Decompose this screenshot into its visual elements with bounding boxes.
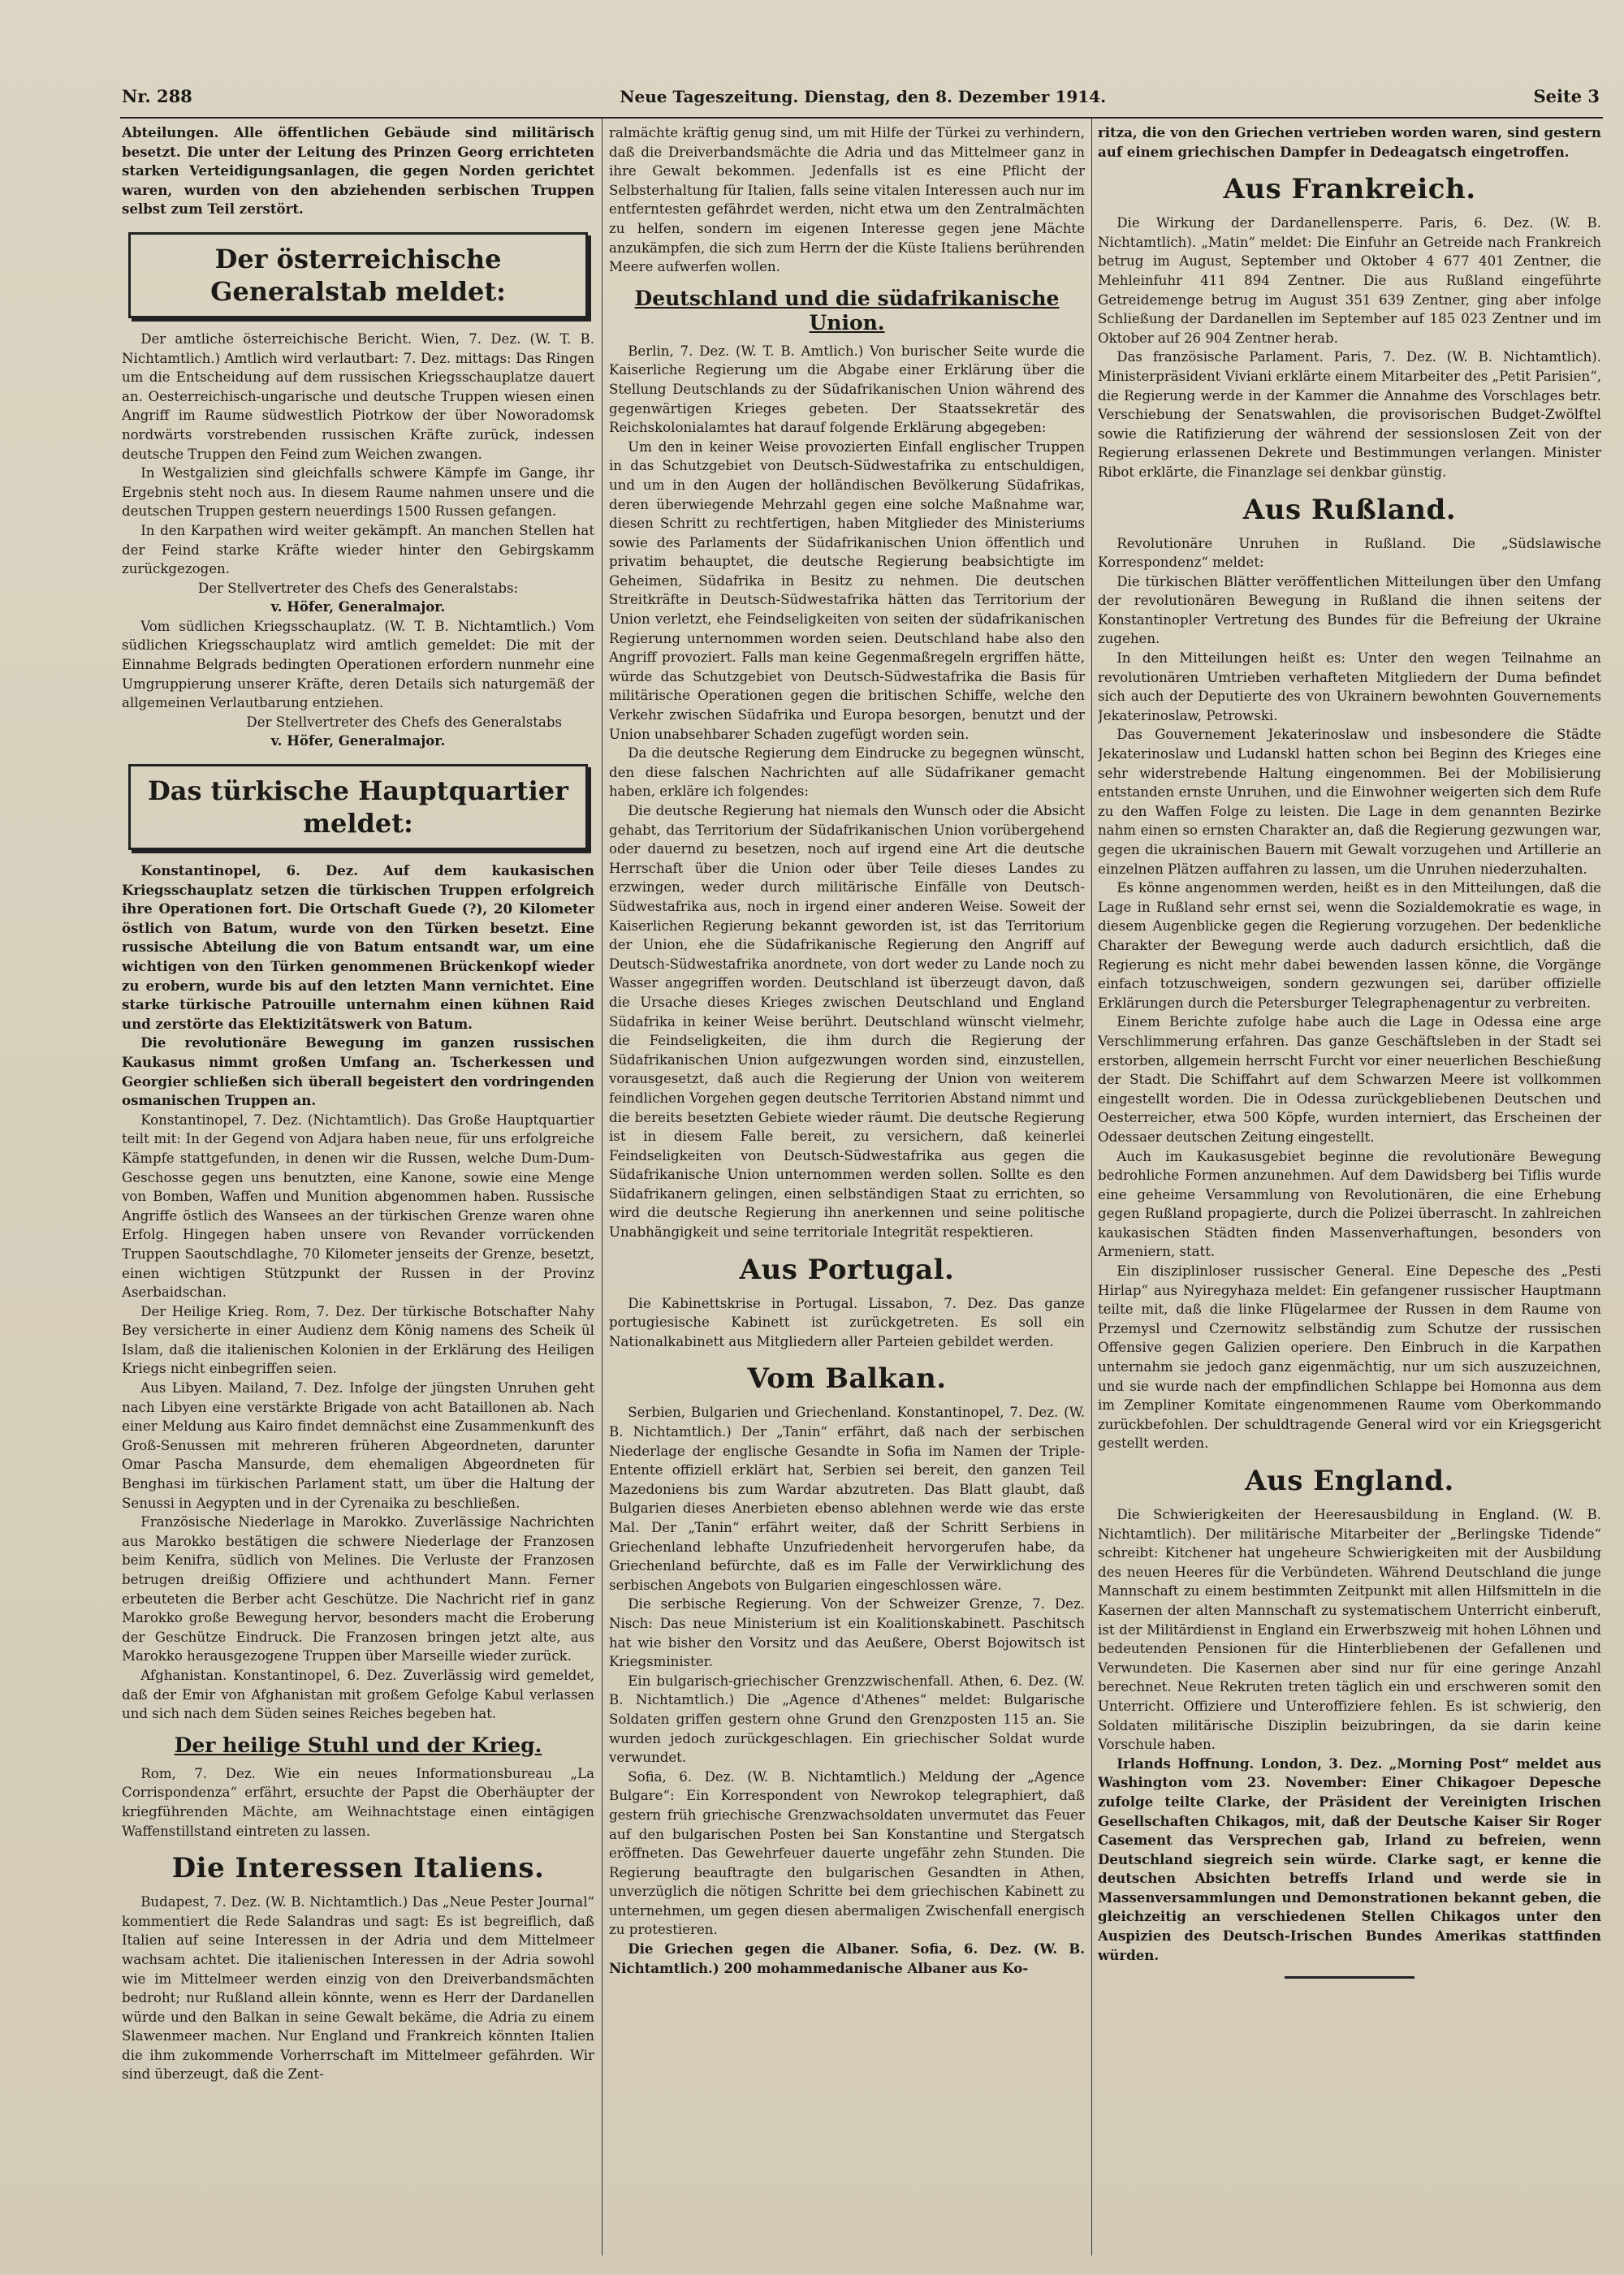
article-text: Serbien, Bulgarien und Griechenland. Konstantinopel, 7. Dez. (W. B. Nichtamtlich.) Der „Tanin“ erfährt, daß nach der serbischen Niederlage der englische Gesandte in Sofia im Namen der Triple-Entente offiziell erklärt hat, Serbien sei bereit, den ganzen Teil Mazedoniens bis zum Wardar abzutreten. Das Blatt glaubt, daß Bulgarien dieses Anerbieten ebenso ablehnen werde wie das erste Mal. Der „Tanin“ erfährt weiter, daß der Schritt Serbiens in Griechenland lebhafte Unzufriedenheit hervorgerufen habe, da Griechenland befürchte, daß es im Falle der Verwirklichung des serbischen Angebots von Bulgarien eingeschlossen wäre.	[609, 1405, 1085, 1593]
article-text: Französische Niederlage in Marokko. Zuverlässige Nachrichten aus Marokko bestätigen die schwere Niederlage der Franzosen beim Kenifra, südlich von Melines. Die Verluste der Franzosen betrugen dreißig Offiziere und achthundert Mann. Ferner erbeuteten die Berber acht Geschütze. Die Nachricht rief in ganz Marokko große Bewegung hervor, besonders macht die Eroberung der Geschütze Eindruck. Die Franzosen bringen jetzt alte, aus Marokko herausgezogene Truppen über Marseille wieder zurück.	[122, 1514, 594, 1664]
article-text: Der Heilige Krieg. Rom, 7. Dez. Der türkische Botschafter Nahy Bey versicherte in einer Audienz dem König namens des Scheik ül Islam, daß die italienischen Kolonien in der Erklärung des Heiligen Kriegs nicht einbegriffen seien.	[122, 1303, 594, 1377]
article-text: In den Mitteilungen heißt es: Unter den wegen Teilnahme an revolutionären Umtrieben verhafteten Mitgliedern der Duma befindet sich auch der Deputierte des von Ukrainern bewohnten Gouvernements Jekaterinoslaw, Petrowski.	[1098, 650, 1601, 723]
article-text: Konstantinopel, 7. Dez. (Nichtamtlich). Das Große Hauptquartier teilt mit: In der Gegend von Adjara haben neue, für uns erfolgreiche Kämpfe stattgefunden, in denen wir die Russen, welche Dum-Dum-Geschosse gegen uns benutzten, eine Kanone, sowie eine Menge von Bomben, Waffen und Munition abgenommen haben. Russische Angriffe östlich des Wansees an der türkischen Grenze waren ohne Erfolg. Hingegen haben unsere von Revander vorrückenden Truppen Saoutschdlaghe, 70 Kilometer jenseits der Grenze, besetzt, einen wichtigen Stützpunkt der Russen in der Provinz Aserbaidschan.	[122, 1112, 594, 1301]
section-headline: Vom Balkan.	[747, 1362, 947, 1396]
article-text: Einem Berichte zufolge habe auch die Lage in Odessa eine arge Verschlimmerung erfahren. Das ganze Geschäftsleben in der Stadt sei erstorben, allgemein herrscht Furcht vor einer neuerlichen Beschießung der Stadt. Die Schiffahrt auf dem Schwarzen Meere ist vollkommen eingestellt worden. Die in Odessa zurückgebliebenen Deutschen und Oesterreicher, etwa 500 Köpfe, wurden interniert, das Erscheinen der Odessaer deutschen Zeitung eingestellt.	[1098, 1014, 1601, 1145]
article-text: Um den in keiner Weise provozierten Einfall englischer Truppen in das Schutzgebiet von Deutsch-Südwestafrika zu entschuldigen, und um in den Augen der holländischen Bevölkerung Südafrikas, deren überwiegende Mehrzahl gegen eine solche Maßnahme war, diesen Schritt zu rechtfertigen, haben Mitglieder des Ministeriums sowie des Parlaments der Südafrikanischen Union öffentlich und privatim behauptet, die deutsche Regierung beabsichtigte im Geheimen, Südafrika in Besitz zu nehmen. Die deutschen Streitkräfte in Deutsch-Südwestafrika hätten das Territorium der Union verletzt, ehe Feindseligkeiten von seiten der südafrikanischen Regierung unternommen worden seien. Deutschland habe also den Angriff provoziert. Falls man keine Gegenmaßregeln ergriffen hätte, würde das Schutzgebiet von Deutsch-Südwestafrika die Basis für militärische Operationen gegen die britischen Schiffe, welche den Verkehr zwischen Südafrika und Europa besorgen, benutzt und der Union unabsehbarer Schaden zugefügt worden sein.	[609, 438, 1085, 742]
article-text: Die Schwierigkeiten der Heeresausbildung in England. (W. B. Nichtamtlich). Der militärische Mitarbeiter der „Berlingske Tidende“ schreibt: Kitchener hat ungeheure Schwierigkeiten mit der Ausbildung des neuen Heeres für die Verbündeten. Während Deutschland die junge Mannschaft zu einem bestimmten Zeitpunkt mit allen Hilfsmitteln in die Kasernen der alten Mannschaft zu systematischem Unterricht einberuft, ist der Militärdienst in England ein Erwerbszweig mit hohen Löhnen und bedeutenden Pensionen für die Hinterbliebenen der Gefallenen und Verwundeten. Die Kasernen aber sind nur für eine geringe Anzahl berechnet. Neue Rekruten treten täglich ein und erschweren somit den Unterricht. Offiziere und Unteroffiziere fehlen. Es ist schwierig, den Soldaten militärische Disziplin beizubringen, da sie darin keine Vorschule haben.	[1098, 1507, 1601, 1753]
article-text: Ein bulgarisch-griechischer Grenzzwischenfall. Athen, 6. Dez. (W. B. Nichtamtlich.) Die „Agence d'Athenes“ meldet: Bulgarische Soldaten griffen gestern ohne Grund den Grenzposten 115 an. Sie wurden jedoch zurückgeschlagen. Ein griechischer Soldat wurde verwundet.	[609, 1673, 1085, 1766]
article-text: Das französische Parlament. Paris, 7. Dez. (W. B. Nichtamtlich). Ministerpräsident Viviani erklärte einem Mitarbeiter des „Petit Parisien“, die Regierung werde in der Kammer die Annahme des Vorschlages betr. Verschiebung der Senatswahlen, die provisorischen Budget-Zwölftel sowie die Ratifizierung der während der sessionslosen Zeit von der Regierung erlassenen Dekrete und Bestimmungen verlangen. Minister Ribot erklärte, die Finanzlage sei denkbar günstig.	[1098, 349, 1601, 480]
boxed-headline: Das türkische Hauptquartier meldet:	[128, 764, 588, 850]
section-headline: Aus England.	[1245, 1465, 1454, 1497]
article-text: Das Gouvernement Jekaterinoslaw und insbesondere die Städte Jekaterinoslaw und Ludanskl hatten schon bei Beginn des Krieges eine sehr widerstrebende Haltung eingenommen. Bei der Mobilisierung entstanden ernste Unruhen, und die Einwohner weigerten sich dem Rufe zu den Waffen Folge zu leisten. Die Lage in dem genannten Bezirke nahm einen so ernsten Charakter an, daß die Regierung gezwungen war, gegen die ukrainischen Bauern mit Gewalt vorzugehen und Artillerie an einzelnen Plätzen auffahren zu lassen, um die Unruhen niederzuhalten.	[1098, 727, 1601, 877]
section-headline: Deutschland und die südafrikanische Union.	[634, 286, 1060, 335]
article-text: Afghanistan. Konstantinopel, 6. Dez. Zuverlässig wird gemeldet, daß der Emir von Afghanistan mit großem Gefolge Kabul verlassen und sich nach dem Süden seines Reiches begeben hat.	[122, 1667, 594, 1722]
article-text: Budapest, 7. Dez. (W. B. Nichtamtlich.) Das „Neue Pester Journal“ kommentiert die Rede Salandras und sagt: Es ist begreiflich, daß Italien auf seine Interessen in der Adria und dem Mittelmeer wachsam achtet. Die italienischen Interessen in der Adria sowohl wie im Mittelmeer werden einzig von den Dreiverbandsmächten bedroht; nur Rußland allein könnte, wenn es Herr der Dardanellen würde und den Balkan in seine Gewalt bekäme, die Adria zu einem Slawenmeer machen. Nur England und Frankreich könnten Italien die ihm zukommende Vorherrschaft im Mittelmeer gefährden. Wir sind überzeugt, daß die Zent-	[122, 1894, 594, 2083]
signature-line: Der Stellvertreter des Chefs des Generalstabs	[246, 714, 562, 730]
article-text: Die serbische Regierung. Von der Schweizer Grenze, 7. Dez. Nisch: Das neue Ministerium ist ein Koalitionskabinett. Paschitsch hat wie bisher den Vorsitz und das Aeußere, Oberst Bojowitsch ist Kriegsminister.	[609, 1596, 1085, 1670]
article-text: Rom, 7. Dez. Wie ein neues Informationsbureau „La Corrispondenza“ erfährt, ersuchte der Papst die Oberhäupter der kriegführenden Mächte, am Weihnachtstage einen eintägigen Waffenstillstand eintreten zu lassen.	[122, 1765, 594, 1839]
section-headline: Aus Portugal.	[739, 1253, 955, 1286]
newspaper-title-date: Neue Tageszeitung. Dienstag, den 8. Dezember 1914.	[620, 87, 1107, 106]
article-text: Konstantinopel, 6. Dez. Auf dem kaukasischen Kriegsschauplatz setzen die türkischen Truppen erfolgreich ihre Operationen fort. Die Ortschaft Guede (?), 20 Kilometer östlich von Batum, wurde von den Türken besetzt. Eine russische Abteilung die von Batum entsandt war, um eine wichtigen von den Türken genommenen Brückenkopf wieder zu erobern, wurde bis auf den letzten Mann vernichtet. Eine starke türkische Patrouille unternahm einen kühnen Raid und zerstörte das Elektizitätswerk von Batum.	[122, 862, 594, 1032]
article-text: Die Kabinettskrise in Portugal. Lissabon, 7. Dez. Das ganze portugiesische Kabinett ist zurückgetreten. Es soll ein Nationalkabinett aus Mitgliedern aller Parteien gebildet werden.	[609, 1295, 1085, 1349]
signature-name: v. Höfer, Generalmajor.	[270, 598, 446, 615]
column-3	[1098, 123, 1601, 2252]
article-text: Die türkischen Blätter veröffentlichen Mitteilungen über den Umfang der revolutionären Bewegung in Rußland die ihnen seitens der Konstantinopler Vertretung des Bundes für die Befreiung der Ukraine zugehen.	[1098, 573, 1601, 647]
article-text: Abteilungen. Alle öffentlichen Gebäude sind militärisch besetzt. Die unter der Leitung des Prinzen Georg errichteten starken Verteidigungsanlagen, die gegen Norden gerichtet waren, wurden von den abziehenden serbischen Truppen selbst zum Teil zerstört.	[122, 124, 594, 218]
column-divider	[1091, 119, 1092, 2256]
column-2	[609, 123, 1085, 2252]
article-text: Die Wirkung der Dardanellensperre. Paris, 6. Dez. (W. B. Nichtamtlich). „Matin“ meldet: Die Einfuhr an Getreide nach Frankreich betrug im August, September und Oktober 4 677 401 Zentner, die Mehleinfuhr 411 894 Zentner. Die aus Rußland eingeführte Getreidemenge betrug im August 351 639 Zentner, ging aber infolge Schließung der Dardanellen im September auf 185 023 Zentner und im Oktober auf 26 904 Zentner herab.	[1098, 215, 1601, 346]
article-text: Da die deutsche Regierung dem Eindrucke zu begegnen wünscht, den diese falschen Nachrichten auf alle Südafrikaner gemacht haben, erkläre ich folgendes:	[609, 745, 1085, 800]
end-rule	[1285, 1976, 1415, 1979]
boxed-headline: Der österreichische Generalstab meldet:	[128, 232, 588, 318]
masthead	[122, 86, 1600, 115]
article-text: ritza, die von den Griechen vertrieben worden waren, sind gestern auf einem griechischen Dampfer in Dedeagatsch eingetroffen.	[1098, 124, 1601, 160]
section-headline: Der heilige Stuhl und der Krieg.	[174, 1733, 542, 1757]
article-text: Es könne angenommen werden, heißt es in den Mitteilungen, daß die Lage in Rußland sehr ernst sei, wenn die Sozialdemokratie es wage, in diesem Augenblicke gegen die Regierung vorzugehen. Der bedenkliche Charakter der Bewegung werde auch dadurch ersichtlich, daß die Regierung es nicht mehr dabei bewenden lassen könne, die Vorgänge einfach totzuschweigen, sondern gezwungen sei, darüber offizielle Erklärungen durch die Petersburger Telegraphenagentur zu verbreiten.	[1098, 880, 1601, 1011]
article-text: Aus Libyen. Mailand, 7. Dez. Infolge der jüngsten Unruhen geht nach Libyen eine verstärkte Brigade von acht Bataillonen ab. Nach einer Meldung aus Kairo findet demnächst eine Zusammenkunft des Groß-Senussen mit mehreren früheren Abgeordneten, darunter Omar Pascha Mansurde, dem ehemaligen Abgeordneten für Benghasi im türkischen Parlament statt, um über die Haltung der Senussi in Aegypten und in der Cyrenaika zu beschließen.	[122, 1380, 594, 1511]
article-text: Ein disziplinloser russischer General. Eine Depesche des „Pesti Hirlap“ aus Nyiregyhaza meldet: Ein gefangener russischer Hauptmann teilte mit, daß die linke Flügelarmee der Russen in dem Raume von Przemysl und Czernowitz selbständig zum Schutze der russischen Offensive gegen Galizien operiere. Den Einbruch in die Karpathen unternahm sie jedoch ganz eigenmächtig, nur um sich auszuzeichnen, und sie wurde nach der empfindlichen Schlappe bei Homonna aus dem im Zempliner Komitate eingenommenen Raume vom Oberkommando zurückbefohlen. Der schuldtragende General wird vor ein Kriegsgericht gestellt werden.	[1098, 1263, 1601, 1452]
article-text: Berlin, 7. Dez. (W. T. B. Amtlich.) Von burischer Seite wurde die Kaiserliche Regierung um die Abgabe einer Erklärung über die Stellung Deutschlands zu der Südafrikanischen Union während des gegenwärtigen Krieges gebeten. Der Staatssekretär des Reichskolonialamtes hat darauf folgende Erklärung abgegeben:	[609, 343, 1085, 436]
article-text: Die deutsche Regierung hat niemals den Wunsch oder die Absicht gehabt, das Territorium der Südafrikanischen Union vorübergehend oder dauernd zu besetzen, noch auf irgend eine Art die deutsche Herrschaft über die Union oder über Teile dieses Landes zu erzwingen, weder durch militärische Einfälle von Deutsch-Südwestafrika aus, noch in irgend einer anderen Weise. Soweit der Kaiserlichen Regierung bekannt geworden ist, ist das Territorium der Union, ehe die Südafrikanische Regierung den Angriff auf Deutsch-Südwestafrika anordnete, von dort weder zu Lande noch zu Wasser angegriffen worden. Deutschland ist überzeugt davon, daß die Ursache dieses Krieges zwischen Deutschland und England Südafrika in keiner Weise berührt. Deutschland wünscht vielmehr, die Feindseligkeiten, die ihm durch die Regierung der Südafrikanischen Union aufgezwungen worden sind, einzustellen, vorausgesetzt, daß auch die Regierung der Union von weiterem feindlichen Vorgehen gegen deutsche Territorien Abstand nimmt und die bereits besetzten Gebiete wieder räumt. Die deutsche Regierung ist in diesem Falle bereit, zu versichern, daß keinerlei Feindseligkeiten von Deutsch-Südwestafrika aus gegen die Südafrikanische Union unternommen werden sollen. Sollte es den Südafrikanern gelingen, einen selbständigen Staat zu errichten, so wird die deutsche Regierung ihn anerkennen und seine politische Unabhängigkeit und seine territoriale Integrität respektieren.	[609, 803, 1085, 1241]
page-number: Seite 3	[1533, 86, 1600, 106]
section-headline: Die Interessen Italiens.	[171, 1852, 545, 1885]
signature-line: Der Stellvertreter des Chefs des Generalstabs:	[197, 580, 519, 596]
article-text: Sofia, 6. Dez. (W. B. Nichtamtlich.) Meldung der „Agence Bulgare“: Ein Korrespondent von Newrokop telegraphiert, daß gestern früh griechische Grenzwachsoldaten unvermutet das Feuer auf den bulgarischen Posten bei San Konstantine und Stergatsch eröffneten. Das Gewehrfeuer dauerte ungefähr zehn Stunden. Die Regierung beauftragte den bulgarischen Gesandten in Athen, unverzüglich die nötigen Schritte bei dem griechischen Kabinett zu unternehmen, um gegen diesen abermaligen Zwischenfall energisch zu protestieren.	[609, 1768, 1085, 1938]
article-text: Vom südlichen Kriegsschauplatz. (W. T. B. Nichtamtlich.) Vom südlichen Kriegsschauplatz wird amtlich gemeldet: Die mit der Einnahme Belgrads bedingten Operationen erfordern nunmehr eine Umgruppierung unserer Kräfte, deren Details sich naturgemäß der allgemeinen Verlautbarung entziehen.	[122, 618, 594, 711]
article-text: Irlands Hoffnung. London, 3. Dez. „Morning Post“ meldet aus Washington vom 23. November: Einer Chikagoer Depesche zufolge teilte Clarke, der Präsident der Vereinigten Irischen Gesellschaften Chikagos, mit, daß der Deutsche Kaiser Sir Roger Casement das Versprechen gab, Irland zu befreien, wenn Deutschland siegreich sein würde. Clarke sagt, er kenne die deutschen Absichten betreffs Irland und werde sie in Massenversammlungen und Demonstrationen bekannt geben, die gleichzeitig an verschiedenen Stellen Chikagos unter den Auspizien des Deutsch-Irischen Bundes Amerikas stattfinden würden.	[1098, 1755, 1601, 1963]
signature-name: v. Höfer, Generalmajor.	[270, 732, 446, 749]
article-text: Revolutionäre Unruhen in Rußland. Die „Südslawische Korrespondenz“ meldet:	[1098, 535, 1601, 571]
header-rule	[120, 117, 1603, 119]
article-text: In den Karpathen wird weiter gekämpft. An manchen Stellen hat der Feind starke Kräfte wieder hinter den Gebirgskamm zurückgezogen.	[122, 522, 594, 577]
article-text: Auch im Kaukasusgebiet beginne die revolutionäre Bewegung bedrohliche Formen anzunehmen. Auf dem Dawidsberg bei Tiflis wurde eine geheime Versammlung von Revolutionären, die eine Erhebung gegen Rußland propagierte, durch die Polizei überrascht. In zahlreichen kaukasischen Städten finden Massenverhaftungen, besonders von Armeniern, statt.	[1098, 1148, 1601, 1260]
article-text: In Westgalizien sind gleichfalls schwere Kämpfe im Gange, ihr Ergebnis steht noch aus. In diesem Raume nahmen unsere und die deutschen Truppen gestern neuerdings 1500 Russen gefangen.	[122, 465, 594, 520]
column-divider	[602, 119, 603, 2256]
section-headline: Aus Rußland.	[1242, 493, 1457, 526]
issue-number: Nr. 288	[122, 86, 192, 106]
article-text: Der amtliche österreichische Bericht. Wien, 7. Dez. (W. T. B. Nichtamtlich.) Amtlich wird verlautbart: 7. Dez. mittags: Das Ringen um die Entscheidung auf dem russischen Kriegsschauplatze dauert an. Oesterreichisch-ungarische und deutsche Truppen wiesen einen Angriff im Raume südwestlich Piotrkow der über Noworadomsk nordwärts vorstrebenden russischen Kräfte zurück, indessen deutsche Truppen den Feind zum Weichen zwangen.	[122, 330, 594, 462]
article-text: Die Griechen gegen die Albaner. Sofia, 6. Dez. (W. B. Nichtamtlich.) 200 mohammedanische Albaner aus Ko-	[609, 1940, 1085, 1976]
article-text: ralmächte kräftig genug sind, um mit Hilfe der Türkei zu verhindern, daß die Dreiverbandsmächte die Adria und das Mittelmeer ganz in ihre Gewalt bekommen. Jedenfalls ist es eine Pflicht der Selbsterhaltung für Italien, falls seine vitalen Interessen auch nur im entferntesten gefährdet werden, nicht etwa um den Zentralmächten zu helfen, sondern im eigenen Interesse gegen jene Mächte anzukämpfen, die sich zum Herrn der die Küste Italiens berührenden Meere aufwerfen wollen.	[609, 125, 1085, 275]
article-text: Die revolutionäre Bewegung im ganzen russischen Kaukasus nimmt großen Umfang an. Tscherkessen und Georgier schließen sich überall begeistert den vordringenden osmanischen Truppen an.	[122, 1034, 594, 1109]
section-headline: Aus Frankreich.	[1223, 173, 1476, 206]
column-1	[122, 123, 594, 2252]
